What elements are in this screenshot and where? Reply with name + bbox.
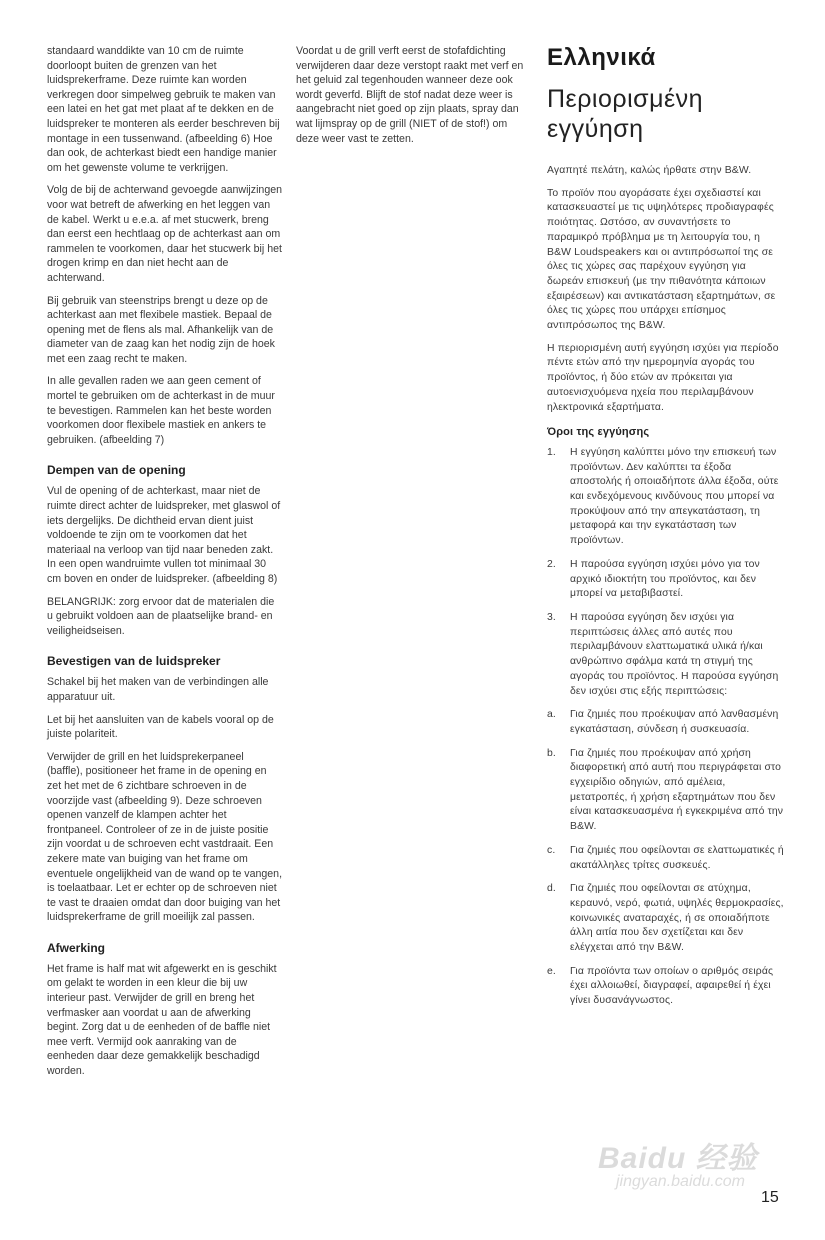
terms-list [547,446,785,1009]
heading-dempen: Dempen van de opening [47,463,186,478]
list-item [547,844,785,873]
paragraph: Bij gebruik van steenstrips brengt u deze op de achterkast aan met flexibele mastiek. Bepaal de opening met de flens als mal. Afhankelijk van de diameter van de zaag kan het nodig zijn de hoek met een zaag recht te maken. [47,294,275,365]
language-title: Ελληνικά [547,44,656,71]
list-item-text: Για προϊόντα των οποίων ο αριθμός σειράς έχει αλλοιωθεί, διαγραφεί, αφαιρεθεί ή έχει γίνει δυσανάγνωστος. [570,965,774,1007]
list-marker: 2. [547,558,556,570]
watermark [598,1133,778,1203]
list-marker: a. [547,709,556,721]
list-item [547,882,785,956]
dutch-column-middle [296,44,532,154]
watermark-url: jingyan.baidu.com [616,1173,745,1190]
list-marker: 1. [547,446,556,458]
list-marker: 3. [547,611,556,623]
list-item-text: Για ζημιές που προέκυψαν από χρήση διαφορετική από αυτή που περιγράφεται στο εγχειρίδιο οδηγιών, από αμέλεια, μετατροπές, ή χρήση εξαρτημάτων που δεν είναι κατασκευασμένα ή εγκεκριμένα από την B&W. [570,747,784,833]
paragraph: Vul de opening of de achterkast, maar niet de ruimte direct achter de luidspreker, met glaswol of iets dergelijks. De dichtheid ervan dient juist voldoende te zijn om te voorkomen dat het materiaal na verloop van tijd naar beneden zakt. In een open wandruimte vullen tot minimaal 30 cm boven en onder de luidspreker. (afbeelding 8) [47,485,281,585]
list-item [547,965,785,1009]
list-marker: c. [547,844,556,856]
list-item-text: Για ζημιές που οφείλονται σε ελαττωματικές ή ακατάλληλες τρίτες συσκευές. [570,844,784,871]
paragraph: Η περιορισμένη αυτή εγγύηση ισχύει για περίοδο πέντε ετών από την ημερομηνία αγοράς του προϊόντος, ή δύο ετών αν πρόκειται για αυτοενισχυόμενα ηχεία που περιλαμβάνουν ηλεκτρονικά εξαρτήματα. [547,342,779,413]
list-item-text: Για ζημιές που προέκυψαν από λανθασμένη εγκατάσταση, σύνδεση ή συσκευασία. [570,709,779,735]
list-item-text: Η εγγύηση καλύπτει μόνο την επισκευή των προϊόντων. Δεν καλύπτει τα έξοδα αποστολής ή οποιαδήποτε άλλα έξοδα, ούτε και ενδεχόμενους κινδύνους που μπορεί να προκύψουν από την απεγκατάσταση, τη μεταφορά και την εγκατάσταση των προϊόντων. [570,446,779,547]
list-item [547,708,785,737]
list-item [547,446,785,549]
dutch-column-left [47,44,282,1087]
paragraph: Αγαπητέ πελάτη, καλώς ήρθατε στην B&W. [547,165,752,176]
list-item-text: Η παρούσα εγγύηση ισχύει μόνο για τον αρχικό ιδιοκτήτη του προϊόντος, και δεν μπορεί να μεταβιβαστεί. [570,558,760,600]
list-marker: e. [547,965,556,977]
heading-afwerking: Afwerking [47,940,106,955]
heading-bevestigen: Bevestigen van de luidspreker [47,654,221,669]
paragraph: Verwijder de grill en het luidsprekerpaneel (baffle), positioneer het frame in de opening en zet het met de 6 zichtbare schroeven in de voorzijde vast (afbeelding 9). Deze schroeven openen vanzelf de klampen achter het frontpaneel. Controleer of ze in de juiste positie zijn voordat u de schroeven echt vastdraait. Een zekere mate van buiging van het frame om eventuele ongelijkheid van de wand op te vangen, is toelaatbaar. Let er echter op de schroeven niet te vast te draaien omdat dan door buiging van het luidsprekerframe de grill moeilijk zal passen. [47,750,283,924]
greek-column [547,44,785,1018]
list-item [547,611,785,699]
paragraph: Het frame is half mat wit afgewerkt en is geschikt om gelakt te worden in een kleur die bij uw interieur past. Verwijder de grill en breng het verfmasker aan voordat u aan de afwerking begint. Zorg dat u de eenheden of de baffle niet mee verft. Vermijd ook aanraking van de eenheden daar deze gemakkelijk beschadigd worden. [47,962,277,1078]
paragraph-important: BELANGRIJK: zorg ervoor dat de materialen die u gebruikt voldoen aan de plaatselijke brand- en veiligheidseisen. [47,595,275,637]
paragraph: Voordat u de grill verft eerst de stofafdichting verwijderen daar deze verstopt raakt met verf en het geluid zal tegenhouden wanneer deze ook wordt geverfd. Blijft de stof nadat deze weer is aangebracht niet goed op zijn plaats, spray dan wat lijmspray op de grill (NIET of de stof!) om deze weer vast te zetten. [296,45,524,145]
paragraph: Let bij het aansluiten van de kabels vooral op de juiste polariteit. [47,713,274,741]
warranty-title: Περιορισμένη εγγύηση [547,85,704,143]
list-marker: b. [547,747,556,759]
list-item-text: Για ζημιές που οφείλονται σε ατύχημα, κεραυνό, νερό, φωτιά, υψηλές θερμοκρασίες, κοινωνικές αναταραχές, ή σε οποιαδήποτε άλλη αιτία που δεν σχετίζεται και δεν ελέγχεται από την B&W. [570,883,784,954]
list-marker: d. [547,883,556,895]
paragraph: Schakel bij het maken van de verbindingen alle apparatuur uit. [47,676,269,703]
list-item [547,558,785,602]
terms-heading: Όροι της εγγύησης [547,426,650,439]
paragraph: standaard wanddikte van 10 cm de ruimte doorloopt buiten de grenzen van het luidsprekerframe. Deze ruimte kan worden verkregen door simpelweg gebruik te maken van een latei en het gat met plaat af te dekken en de luidspreker te monteren als eerder beschreven bij montage in een tussenwand. (afbeelding 6) Hoe dan ook, de achterkast biedt een handige manier om het gewenste volume te verkrijgen. [47,45,280,174]
paragraph: In alle gevallen raden we aan geen cement of mortel te gebruiken om de achterkast in de muur te bevestigen. Rammelen kan het beste worden voorkomen door flexibele mastiek en ankers te gebruiken. (afbeelding 7) [47,375,275,446]
paragraph: Volg de bij de achterwand gevoegde aanwijzingen voor wat betreft de afwerking en het leggen van de kabel. Werkt u e.e.a. af met stucwerk, breng dan eerst een hechtlaag op de achterkast aan om rammelen te voorkomen, daar het stucwerk bij het drogen krimp en dan niet hecht aan de achterwand. [47,184,283,284]
watermark-logo: Baidu 经验 [598,1142,758,1175]
list-item [547,747,785,835]
paragraph: Το προϊόν που αγοράσατε έχει σχεδιαστεί και κατασκευαστεί με τις υψηλότερες προδιαγραφές ποιότητας. Ωστόσο, αν συναντήσετε το παραμικρό πρόβλημα με τη λειτουργία του, η B&W Loudspeakers και οι αντιπρόσωποί της σε όλες τις χώρες σας παρέχουν εγγύηση για δωρεάν επισκευή (με την πιθανότητα κάποιων εξαιρέσεων) και αντικατάσταση εξαρτημάτων, σε όλες τις χώρες που υπάρχει επίσημος αντιπρόσωπος της B&W. [547,187,776,332]
list-item-text: Η παρούσα εγγύηση δεν ισχύει για περιπτώσεις άλλες από αυτές που περιλαμβάνουν ελαττωματικά υλικά ή/και ανθρώπινο σφάλμα κατά τη στιγμή της αγοράς του προϊόντος. Η παρούσα εγγύηση δεν ισχύει στις εξής περιπτώσεις: [570,611,779,697]
page-number: 15 [761,1189,779,1206]
